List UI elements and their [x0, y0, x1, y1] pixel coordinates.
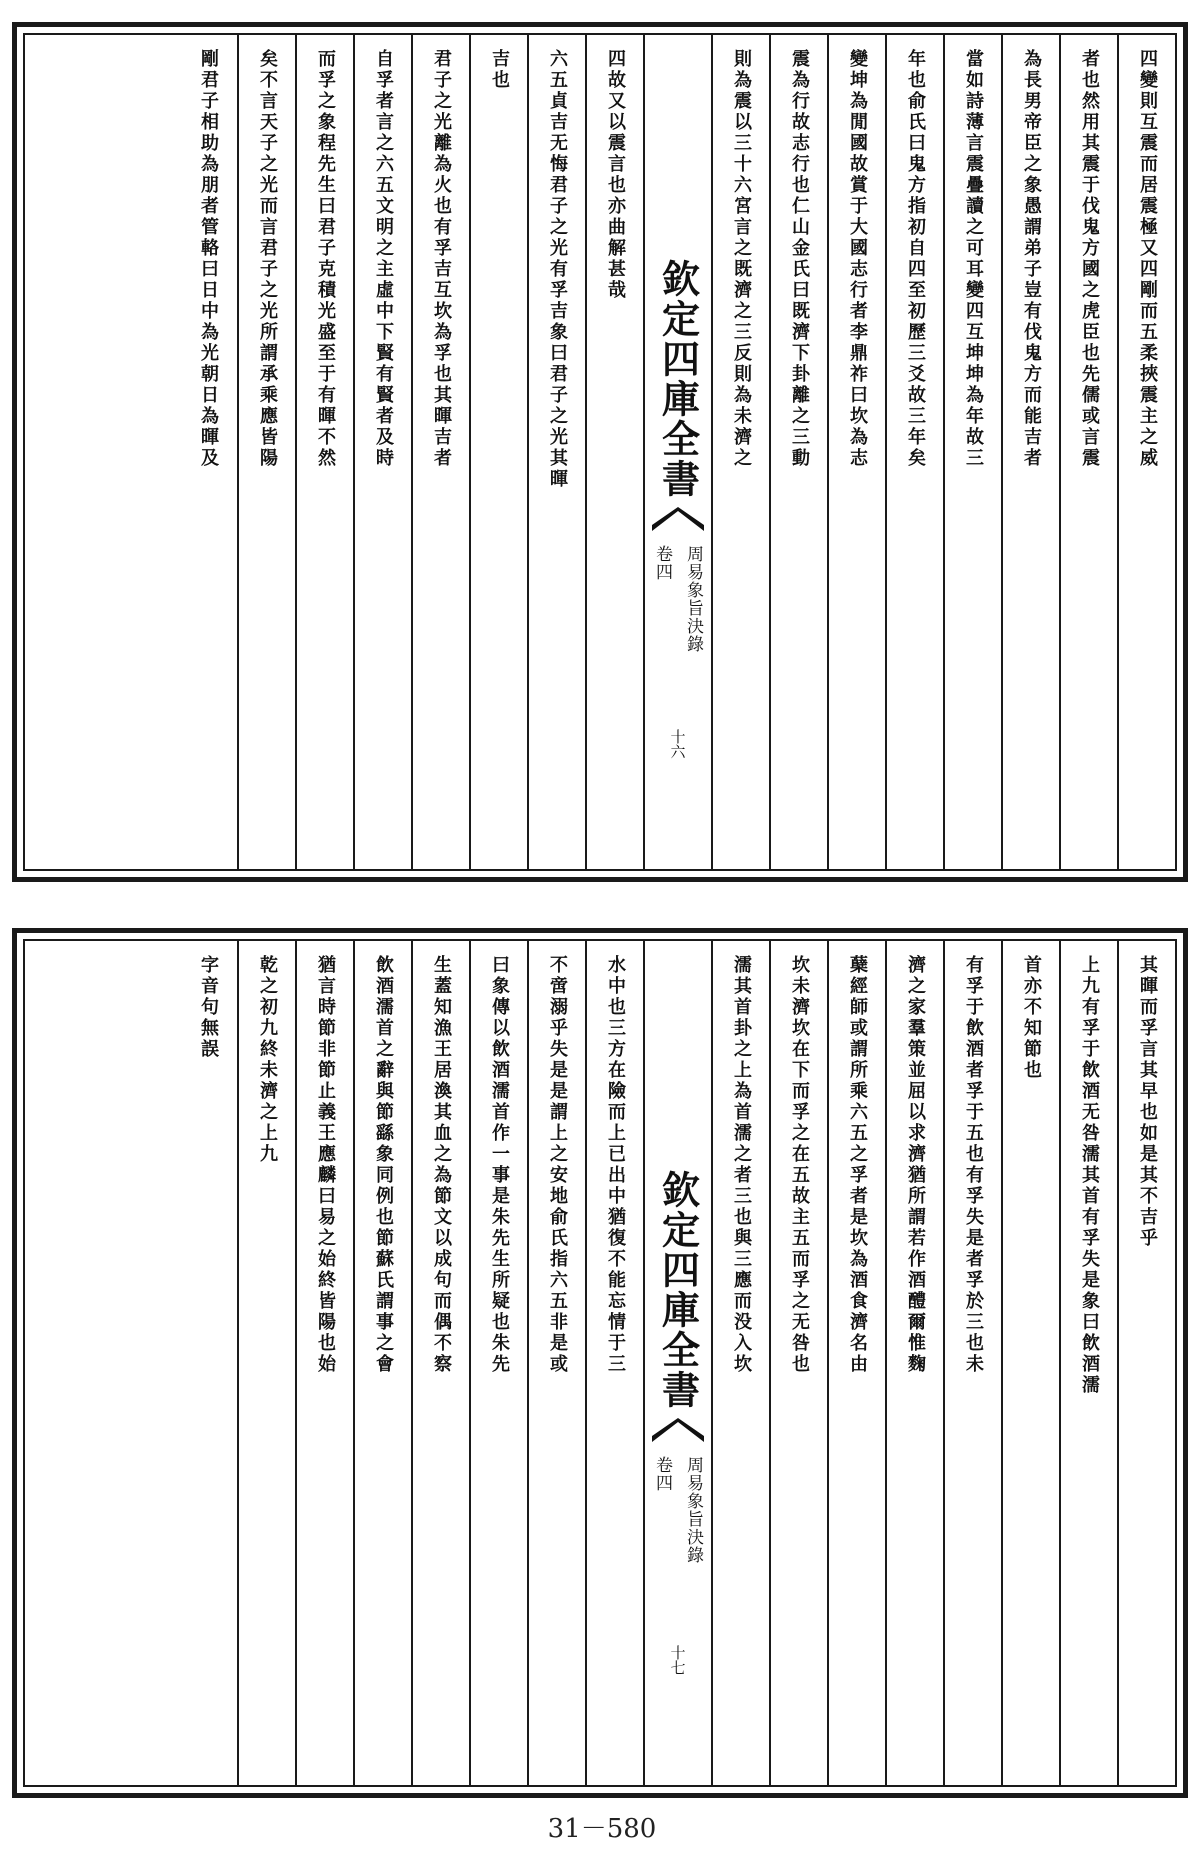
column-text: 水中也三方在險而上已出中猶復不能忘情于三 [605, 955, 626, 1375]
text-column [411, 35, 469, 869]
text-column [353, 941, 411, 1785]
text-column [237, 35, 295, 869]
collection-title: 欽定四庫全書 [655, 259, 701, 499]
column-text: 上九有孚于飲酒无咎濡其首有孚失是象曰飲酒濡 [1079, 955, 1100, 1396]
column-text: 乾之初九終未濟之上九 [257, 955, 278, 1165]
text-column [411, 941, 469, 1785]
bottom-text-grid [23, 939, 1177, 1787]
column-text: 剛君子相助為朋者管輅曰日中為光朝日為暉及 [198, 49, 219, 469]
column-text: 生蓋知漁王居渙其血之為節文以成句而偶不察 [431, 955, 452, 1375]
text-column [711, 35, 769, 869]
text-column [1001, 35, 1059, 869]
column-text: 首亦不知節也 [1021, 955, 1042, 1081]
column-text: 猶言時節非節止義王應麟曰易之始終皆陽也始 [315, 955, 336, 1375]
column-text: 濟之家羣策並屈以求濟猶所謂若作酒醴爾惟麴 [905, 955, 926, 1375]
book-title: 周易象旨決錄 [683, 545, 703, 653]
column-text: 曰象傳以飲酒濡首作一事是朱先生所疑也朱先 [489, 955, 510, 1375]
text-column [527, 35, 585, 869]
text-column [1117, 35, 1175, 869]
text-column [469, 941, 527, 1785]
text-column [295, 941, 353, 1785]
text-column [943, 35, 1001, 869]
fishtail-mark-icon [650, 507, 706, 533]
column-text: 當如詩薄言震疊讀之可耳變四互坤坤為年故三 [963, 49, 984, 469]
column-text: 變坤為閒國故賞于大國志行者李鼎祚曰坎為志 [847, 49, 868, 469]
page-footer-number: 31－580 [547, 1814, 657, 1844]
column-text: 其暉而孚言其早也如是其不吉乎 [1137, 955, 1158, 1249]
text-column [769, 941, 827, 1785]
column-text: 坎未濟坎在下而孚之在五故主五而孚之无咎也 [789, 955, 810, 1375]
text-column [769, 35, 827, 869]
text-column [885, 941, 943, 1785]
center-fold-column [643, 35, 711, 869]
fishtail-mark-icon [650, 1418, 706, 1444]
column-text: 年也俞氏曰鬼方指初自四至初歷三爻故三年矣 [905, 49, 926, 469]
text-column [1059, 35, 1117, 869]
book-title: 周易象旨決錄 [683, 1456, 703, 1564]
column-text: 震為行故志行也仁山金氏曰既濟下卦離之三動 [789, 49, 810, 469]
column-text: 者也然用其震于伐鬼方國之虎臣也先儒或言震 [1079, 49, 1100, 469]
text-column [295, 35, 353, 869]
page-number: 十七 [668, 1645, 687, 1675]
volume-label: 卷四 [652, 1456, 672, 1492]
text-column [353, 35, 411, 869]
column-text: 君子之光離為火也有孚吉互坎為孚也其暉吉者 [431, 49, 452, 469]
text-column [527, 941, 585, 1785]
column-text: 為長男帝臣之象愚謂弟子豈有伐鬼方而能吉者 [1021, 49, 1042, 469]
center-subtitle [650, 545, 706, 653]
page-number: 十六 [668, 729, 687, 759]
text-column [827, 35, 885, 869]
column-text: 飲酒濡首之辭與節繇象同例也節蘇氏謂事之會 [373, 955, 394, 1375]
text-column [237, 941, 295, 1785]
top-page-panel [12, 22, 1188, 882]
text-column [179, 941, 237, 1785]
column-text: 四故又以震言也亦曲解甚哉 [605, 49, 626, 301]
column-text: 而孚之象程先生曰君子克積光盛至于有暉不然 [315, 49, 336, 469]
text-column [827, 941, 885, 1785]
column-text: 自孚者言之六五文明之主虛中下賢有賢者及時 [373, 49, 394, 469]
text-column [1001, 941, 1059, 1785]
text-column [711, 941, 769, 1785]
collection-title: 欽定四庫全書 [655, 1170, 701, 1410]
column-text: 濡其首卦之上為首濡之者三也與三應而没入坎 [731, 955, 752, 1375]
text-column [1117, 941, 1175, 1785]
column-text: 字音句無誤 [198, 955, 219, 1060]
text-column [885, 35, 943, 869]
center-fold-column [643, 941, 711, 1785]
column-text: 不啻溺乎失是是謂上之安地俞氏指六五非是或 [547, 955, 568, 1375]
bottom-page-panel [12, 928, 1188, 1798]
center-subtitle [650, 1456, 706, 1564]
column-text: 四變則互震而居震極又四剛而五柔挾震主之威 [1137, 49, 1158, 469]
column-text: 六五貞吉无悔君子之光有孚吉象曰君子之光其暉 [547, 49, 568, 490]
text-column [585, 35, 643, 869]
column-text: 則為震以三十六宮言之既濟之三反則為未濟之 [731, 49, 752, 469]
top-text-grid [23, 33, 1177, 871]
column-text: 吉也 [489, 49, 510, 91]
column-text: 蘖經師或謂所乘六五之孚者是坎為酒食濟名由 [847, 955, 868, 1375]
volume-label: 卷四 [652, 545, 672, 581]
column-text: 矣不言天子之光而言君子之光所謂承乘應皆陽 [257, 49, 278, 469]
text-column [179, 35, 237, 869]
text-column [469, 35, 527, 869]
column-text: 有孚于飲酒者孚于五也有孚失是者孚於三也未 [963, 955, 984, 1375]
text-column [1059, 941, 1117, 1785]
text-column [585, 941, 643, 1785]
text-column [943, 941, 1001, 1785]
